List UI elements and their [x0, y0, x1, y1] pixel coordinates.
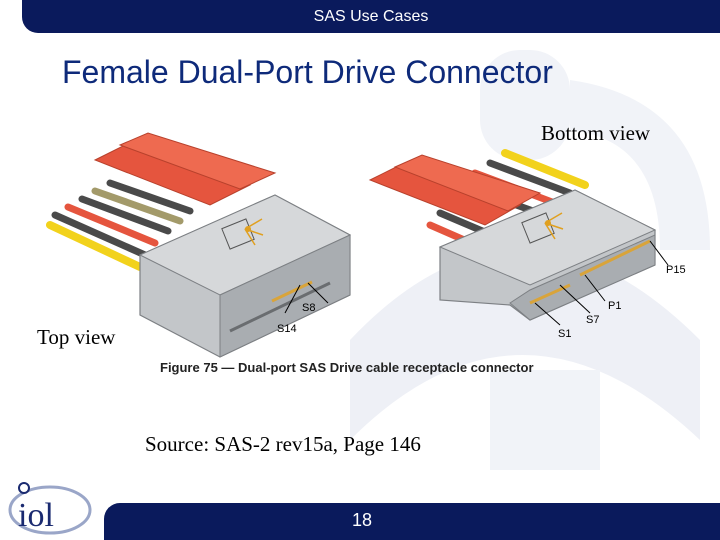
figure-caption: Figure 75 — Dual-port SAS Drive cable receptacle connector — [160, 360, 534, 375]
callout-p1: P1 — [608, 300, 622, 312]
page-number: 18 — [351, 510, 373, 530]
top-view-connector — [50, 133, 350, 357]
top-view-label: Top view — [37, 325, 116, 349]
header-title: SAS Use Cases — [313, 8, 429, 25]
logo-text: iol — [18, 497, 54, 534]
page-title: Female Dual-Port Drive Connector — [62, 54, 553, 90]
callout-s1: S1 — [558, 328, 572, 340]
bottom-view-label: Bottom view — [541, 121, 651, 145]
callout-s7: S7 — [586, 314, 600, 326]
iol-logo — [4, 478, 100, 536]
bottom-view-connector — [370, 153, 686, 340]
callout-s8: S8 — [302, 302, 316, 314]
callout-p15: P15 — [666, 264, 686, 276]
connector-figure — [30, 125, 686, 380]
callout-s14: S14 — [277, 323, 297, 335]
source-text: Source: SAS-2 rev15a, Page 146 — [145, 432, 421, 456]
